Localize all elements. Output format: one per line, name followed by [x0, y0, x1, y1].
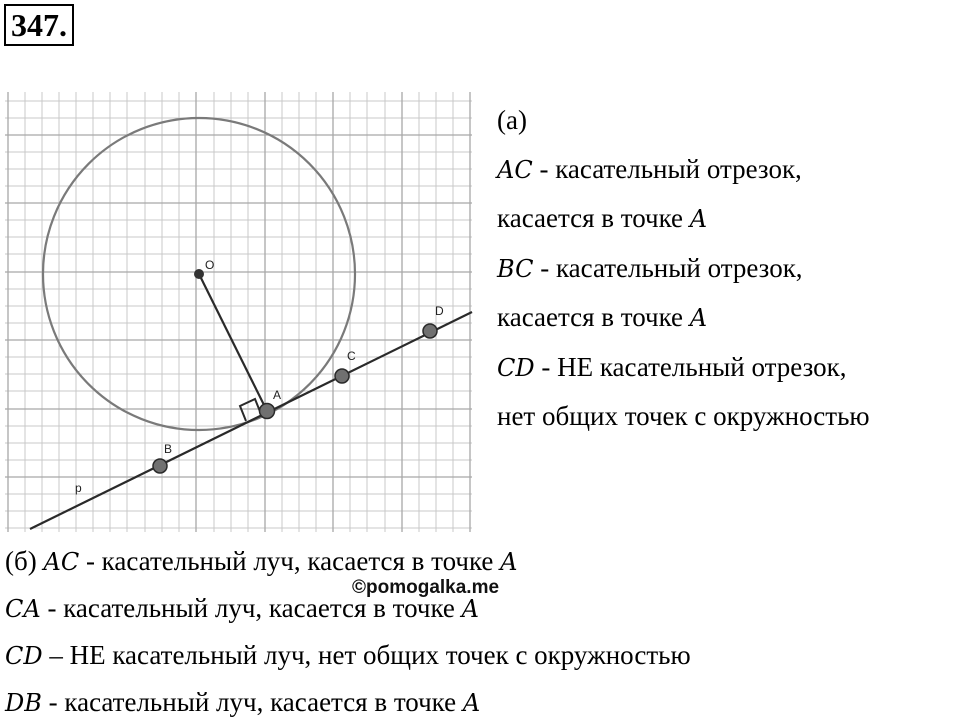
- watermark: ©pomogalka.me: [352, 577, 500, 598]
- point-d: [423, 324, 437, 338]
- part-a-line: [497, 145, 957, 195]
- label-c: C: [347, 349, 356, 363]
- math-point: A: [689, 205, 708, 233]
- point-o: [194, 269, 204, 279]
- label-b: B: [164, 442, 173, 456]
- geometry-figure: [0, 90, 480, 535]
- math-ray: CD: [5, 642, 43, 670]
- part-a-text: [497, 96, 957, 441]
- grid-major: [5, 92, 472, 532]
- math-point: A: [500, 548, 518, 576]
- line-text: - касательный луч, касается в точке: [79, 546, 501, 576]
- point-b: [153, 459, 167, 473]
- part-b-prefix: (б): [5, 546, 44, 576]
- label-d: D: [435, 304, 444, 318]
- line-text: – НЕ касательный луч, нет общих точек с окружностью: [42, 640, 691, 670]
- point-c: [335, 369, 349, 383]
- part-a-heading: (а): [497, 105, 527, 135]
- part-a-line: [497, 293, 957, 343]
- line-text: - касательный отрезок,: [533, 252, 803, 283]
- part-a-line: [497, 343, 957, 393]
- line-text: касается в точке: [497, 203, 690, 233]
- part-b-text: [5, 538, 955, 726]
- math-point: A: [689, 304, 708, 332]
- problem-number: 347.: [4, 4, 74, 46]
- math-ray: AC: [43, 548, 80, 576]
- part-b-line: [5, 679, 955, 726]
- line-text: - НЕ касательный отрезок,: [534, 351, 847, 382]
- part-b-line: [5, 632, 955, 679]
- line-text: нет общих точек с окружностью: [497, 401, 870, 431]
- math-point: A: [461, 595, 479, 623]
- math-segment: AC: [497, 155, 533, 184]
- point-a: [260, 404, 275, 419]
- radius-oa: [199, 274, 267, 411]
- line-text: касается в точке: [497, 302, 690, 332]
- math-point: A: [462, 689, 481, 717]
- line-text: - касательный отрезок,: [532, 153, 802, 184]
- line-text: - касательный луч, касается в точке: [40, 593, 462, 623]
- label-o: O: [205, 258, 215, 272]
- label-a: A: [273, 388, 282, 402]
- part-a-line: [497, 392, 957, 441]
- tangent-line-p: [30, 312, 472, 529]
- math-segment: CD: [497, 353, 535, 382]
- label-p: p: [75, 481, 82, 495]
- math-ray: CA: [5, 595, 41, 623]
- part-a-line: [497, 244, 957, 294]
- part-a-line: [497, 194, 957, 244]
- math-segment: BC: [497, 254, 534, 283]
- math-ray: DB: [5, 689, 42, 717]
- line-text: - касательный луч, касается в точке: [41, 687, 463, 717]
